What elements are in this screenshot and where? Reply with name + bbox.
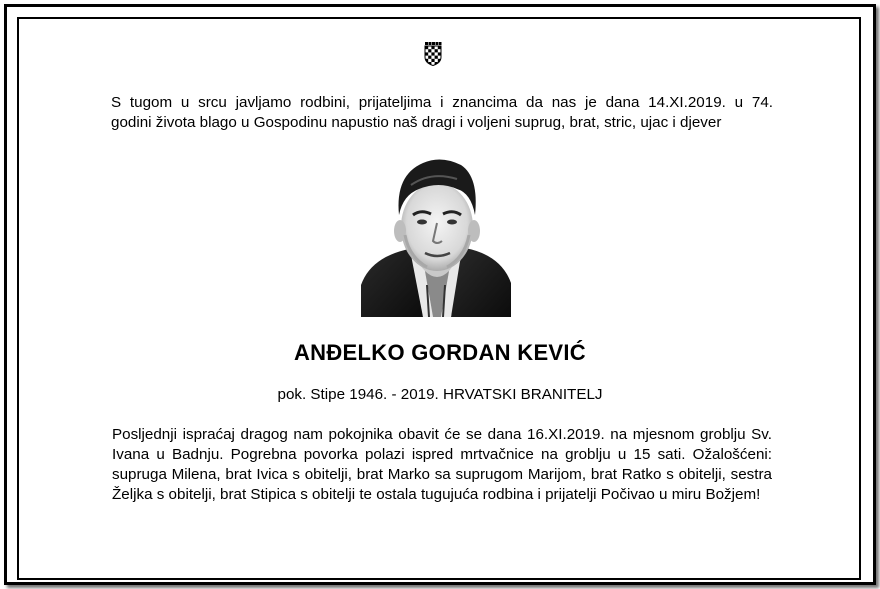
portrait-photo [361, 145, 511, 317]
intro-line-2: godini života blago u Gospodinu napustio naš dragi i voljeni suprug, brat, stric, ujac i djever [111, 114, 722, 131]
deceased-subtitle: pok. Stipe 1946. - 2019. HRVATSKI BRANITELJ [277, 386, 603, 403]
croatian-coat-of-arms-icon [424, 42, 442, 66]
intro-line-1: S tugom u srcu javljamo rodbini, prijateljima i znancima da nas je dana 14.XI.2019. u 74. [111, 94, 773, 111]
intro-paragraph [111, 93, 773, 133]
announcement-paragraph: Posljednji ispraćaj dragog nam pokojnika obavit će se dana 16.XI.2019. na mjesnom groblju Sv. Ivana u Badnju. Pogrebna povorka polazi ispred mrtvačnice na groblju u 15 sati. Ožalošćeni: supruga Milena, brat Ivica s obitelji, brat Marko sa suprugom Marijom, brat Ratko s obitelji, sestra Željka s obitelji, brat Stipica s obitelji te ostala tugujuća rodbina i prijatelji Počivao u miru Božjem! [112, 426, 772, 503]
deceased-name: ANĐELKO GORDAN KEVIĆ [293, 340, 586, 365]
